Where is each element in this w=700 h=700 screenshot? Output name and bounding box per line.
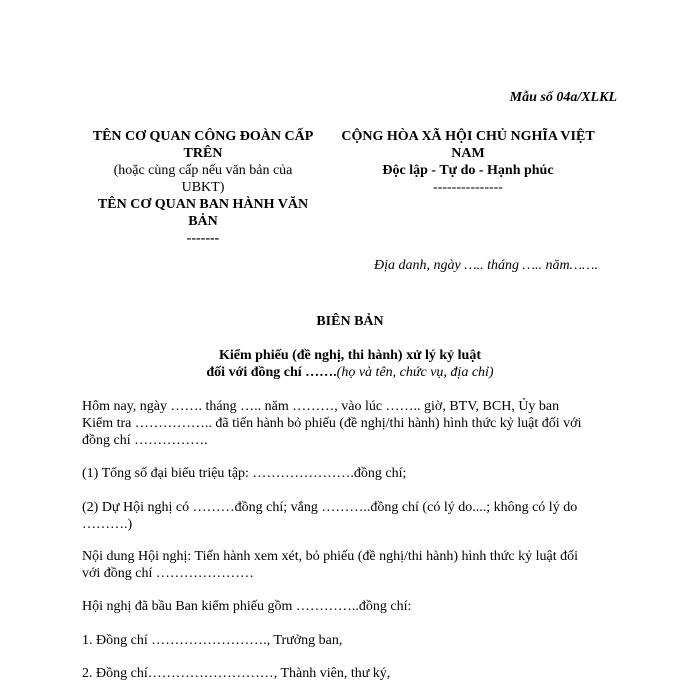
- upper-org-name-line1: TÊN CƠ QUAN CÔNG ĐOÀN CẤP: [92, 129, 314, 144]
- paragraph-line: (2) Dự Hội nghị có ………đồng chí; vắng ………..đồng chí (có lý do....; không có lý do: [82, 500, 578, 515]
- paragraph-line: ……….): [82, 517, 133, 532]
- form-number: Mẫu số 04a/XLKL: [509, 90, 617, 105]
- paragraph-line: Kiểm tra …………….. đã tiến hành bỏ phiếu (đề nghị/thi hành) hình thức kỷ luật đối với: [82, 416, 582, 431]
- issuer-org-name-line2: BẢN: [188, 214, 218, 229]
- header-right-separator: ---------------: [433, 180, 503, 195]
- subtitle-line2: [0, 364, 700, 381]
- issuer-org-name-line1: TÊN CƠ QUAN BAN HÀNH VĂN: [97, 197, 309, 212]
- national-motto: Độc lập - Tự do - Hạnh phúc: [382, 163, 554, 178]
- paragraph-total-delegates: (1) Tổng số đại biểu triệu tập: ………………….đồng chí;: [82, 466, 407, 481]
- place-date: Địa danh, ngày ….. tháng ….. năm…….: [374, 258, 599, 273]
- paragraph-counting-committee: Hội nghị đã bầu Ban kiểm phiếu gồm …………..đồng chí:: [82, 599, 412, 614]
- paragraph-line: Nội dung Hội nghị: Tiến hành xem xét, bỏ phiếu (đề nghị/thi hành) hình thức kỷ luật đối: [82, 549, 578, 564]
- paragraph-attendance: [82, 499, 622, 533]
- header-left-separator: -------: [186, 231, 220, 246]
- paragraph-committee-member-1: 1. Đồng chí ……………………., Trưởng ban,: [82, 633, 343, 648]
- upper-org-note-line1: (hoặc cùng cấp nếu văn bản của: [113, 163, 293, 178]
- nation-name-line1: CỘNG HÒA XÃ HỘI CHỦ NGHĨA VIỆT: [341, 129, 595, 144]
- paragraph-agenda: [82, 548, 622, 582]
- paragraph-committee-member-2: 2. Đồng chí………………………, Thành viên, thư ký,: [82, 666, 391, 681]
- paragraph-line: đồng chí …………….: [82, 433, 208, 448]
- upper-org-note-line2: UBKT): [181, 180, 225, 195]
- document-title: BIÊN BẢN: [316, 314, 384, 329]
- paragraph-line: Hôm nay, ngày ……. tháng ….. năm ………, vào lúc …….. giờ, BTV, BCH, Ủy ban: [82, 399, 560, 414]
- nation-name-line2: NAM: [451, 146, 485, 161]
- document-subtitle: [0, 347, 700, 381]
- subtitle-line2-bold: đối với đồng chí …….: [206, 365, 337, 380]
- paragraph-line: với đồng chí …………………: [82, 566, 254, 581]
- paragraph-meeting-intro: [82, 398, 622, 449]
- subtitle-line2-italic: (họ và tên, chức vụ, địa chỉ): [336, 365, 494, 380]
- header-left: [78, 128, 328, 247]
- subtitle-line1: Kiểm phiếu (đề nghị, thi hành) xử lý kỷ luật: [218, 348, 481, 363]
- header-right: [334, 128, 602, 196]
- upper-org-name-line2: TRÊN: [183, 146, 223, 161]
